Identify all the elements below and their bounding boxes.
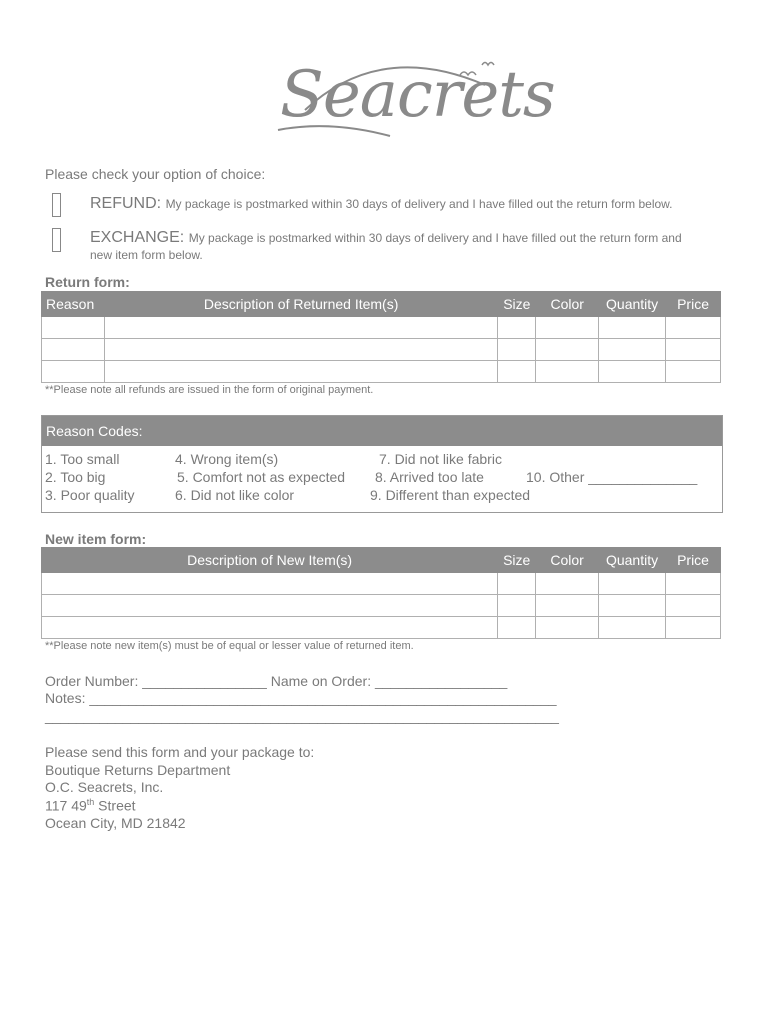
exchange-option: [90, 229, 682, 247]
description-cell[interactable]: [42, 595, 498, 617]
quantity-cell[interactable]: [599, 595, 666, 617]
header-size: Size: [498, 548, 536, 573]
table-row: [42, 595, 721, 617]
description-cell[interactable]: [104, 361, 497, 383]
street-suffix: th: [86, 797, 95, 807]
description-cell[interactable]: [42, 573, 498, 595]
refund-option: [90, 195, 673, 213]
new-item-form-note: **Please note new item(s) must be of equal or lesser value of returned item.: [45, 640, 414, 652]
header-price: Price: [666, 548, 721, 573]
return-form-note: **Please note all refunds are issued in the form of original payment.: [45, 384, 374, 396]
header-size: Size: [498, 292, 536, 317]
description-cell[interactable]: [42, 617, 498, 639]
table-row: [42, 573, 721, 595]
size-cell[interactable]: [498, 573, 536, 595]
size-cell[interactable]: [498, 617, 536, 639]
notes-line-continued[interactable]: __________________________________________________________________: [45, 708, 559, 724]
table-row: [42, 617, 721, 639]
header-color: Color: [536, 292, 599, 317]
reason-code: 9. Different than expected: [370, 487, 531, 503]
reason-codes-box: [41, 415, 723, 513]
reason-cell[interactable]: [42, 361, 105, 383]
address-street: [45, 797, 136, 814]
price-cell[interactable]: [666, 317, 721, 339]
header-new-description: Description of New Item(s): [42, 548, 498, 573]
refund-desc: My package is postmarked within 30 days of delivery and I have filled out the return form below.: [165, 197, 673, 211]
table-row: [42, 361, 721, 383]
header-color: Color: [536, 548, 599, 573]
instruction-text: Please check your option of choice:: [45, 166, 266, 182]
reason-code: 6. Did not like color: [175, 487, 295, 503]
size-cell[interactable]: [498, 595, 536, 617]
quantity-cell[interactable]: [599, 317, 666, 339]
reason-code: 1. Too small: [45, 451, 120, 467]
quantity-cell[interactable]: [599, 573, 666, 595]
reason-cell[interactable]: [42, 339, 105, 361]
quantity-cell[interactable]: [599, 361, 666, 383]
price-cell[interactable]: [666, 573, 721, 595]
new-item-form-label: New item form:: [45, 531, 147, 547]
price-cell[interactable]: [666, 595, 721, 617]
size-cell[interactable]: [498, 317, 536, 339]
return-form-header-row: [42, 292, 721, 317]
reason-code: 5. Comfort not as expected: [177, 469, 346, 485]
new-item-header-row: [42, 548, 721, 573]
reason-cell[interactable]: [42, 317, 105, 339]
description-cell[interactable]: [104, 317, 497, 339]
header-quantity: Quantity: [599, 548, 666, 573]
notes-line[interactable]: Notes: ____________________________________________________________: [45, 690, 557, 706]
address-department: Boutique Returns Department: [45, 762, 231, 778]
color-cell[interactable]: [536, 339, 599, 361]
address-company: O.C. Seacrets, Inc.: [45, 779, 164, 795]
reason-code: 8. Arrived too late: [375, 469, 484, 485]
color-cell[interactable]: [536, 595, 599, 617]
color-cell[interactable]: [536, 617, 599, 639]
size-cell[interactable]: [498, 361, 536, 383]
price-cell[interactable]: [666, 339, 721, 361]
street-name: Street: [94, 797, 136, 814]
street-number: 117 49: [45, 797, 87, 814]
reason-code: 4. Wrong item(s): [175, 451, 279, 467]
color-cell[interactable]: [536, 317, 599, 339]
reason-code: 3. Poor quality: [45, 487, 135, 503]
exchange-desc-continued: new item form below.: [90, 248, 203, 262]
return-form-table: [41, 291, 721, 383]
address-city: Ocean City, MD 21842: [45, 815, 186, 831]
header-reason: Reason: [42, 292, 105, 317]
reason-codes-label: Reason Codes:: [42, 416, 722, 446]
new-item-form-table: [41, 547, 721, 639]
table-row: [42, 339, 721, 361]
reason-code: 10. Other ______________: [526, 469, 698, 485]
exchange-title: EXCHANGE:: [90, 229, 185, 246]
color-cell[interactable]: [536, 361, 599, 383]
address-intro: Please send this form and your package to:: [45, 744, 315, 760]
exchange-desc: My package is postmarked within 30 days of delivery and I have filled out the return form and: [188, 231, 682, 245]
header-description: Description of Returned Item(s): [104, 292, 497, 317]
order-number-name-line[interactable]: Order Number: ________________ Name on Order: _________________: [45, 673, 508, 689]
reason-code: 2. Too big: [45, 469, 106, 485]
header-price: Price: [666, 292, 721, 317]
seacrets-logo: [270, 50, 555, 145]
quantity-cell[interactable]: [599, 339, 666, 361]
refund-title: REFUND:: [90, 195, 162, 212]
header-quantity: Quantity: [599, 292, 666, 317]
color-cell[interactable]: [536, 573, 599, 595]
table-row: [42, 317, 721, 339]
return-form-label: Return form:: [45, 274, 130, 290]
price-cell[interactable]: [666, 617, 721, 639]
reason-code: 7. Did not like fabric: [379, 451, 502, 467]
description-cell[interactable]: [104, 339, 497, 361]
quantity-cell[interactable]: [599, 617, 666, 639]
size-cell[interactable]: [498, 339, 536, 361]
price-cell[interactable]: [666, 361, 721, 383]
exchange-checkbox[interactable]: [52, 228, 61, 252]
refund-checkbox[interactable]: [52, 193, 61, 217]
logo-text: Seacrets: [280, 58, 555, 132]
